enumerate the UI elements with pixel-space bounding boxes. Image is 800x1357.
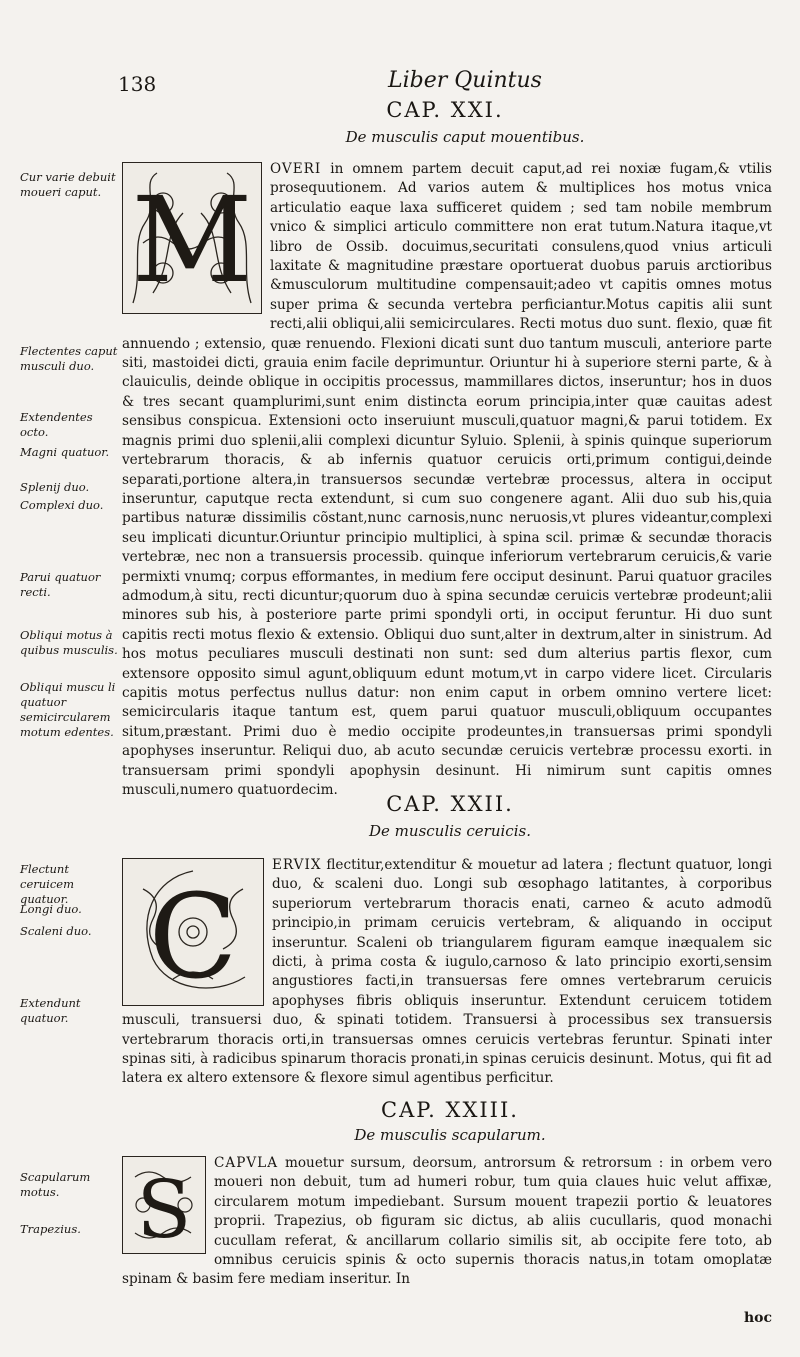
side-note: Splenij duo. <box>20 480 90 494</box>
side-note: Trapezius. <box>20 1222 81 1236</box>
svg-text:M: M <box>131 171 253 309</box>
chapter-23-body: mouetur sursum, deorsum, antrorsum & retrorsum : in orbem vero moueri non debuit, tum ad humeri robur, tum quia claues huic velut affixæ, circularem motum impediebant. Sursum mouent trapezii portio & leuatores proprii. Trapezius, ob figuram sic dictus, ab aliis cucullaris, quod monachi cucullam referat, & ancillarum collario similis sit, ab occipite fere toto, ab omnibus ceruicis spinis & octo supernis thoracis natus,in totam omoplatæ spinam & basim fere mediam inseritur. In <box>122 1155 773 1288</box>
chapter-23-lead: CAPVLA <box>214 1155 279 1171</box>
chapter-21-subtitle: De musculis caput mouentibus. <box>345 128 585 146</box>
decorated-initial-c <box>122 858 264 1006</box>
chapter-21-lead: OVERI <box>270 161 322 177</box>
catchword: hoc <box>743 1310 772 1326</box>
chapter-21-title: CAP. XXI. <box>386 98 504 122</box>
side-note: Magni quatuor. <box>20 445 110 459</box>
side-note: Extendunt quatuor. <box>20 996 81 1025</box>
decorated-initial-s <box>122 1156 206 1254</box>
side-note: Longi duo. <box>20 902 82 916</box>
side-note: Obliqui muscu li quatuor semicircularem motum edentes. <box>20 680 116 739</box>
side-note: Complexi duo. <box>20 498 104 512</box>
page-number: 138 <box>118 72 157 96</box>
svg-text:S: S <box>136 1163 192 1256</box>
side-note: Flectentes caput musculi duo. <box>20 344 118 373</box>
side-note: Parui quatuor recti. <box>20 570 101 599</box>
chapter-22-body: flectitur,extenditur & mouetur ad latera ; flectunt quatuor, longi duo, & scaleni duo. Longi sub œsophago latitantes, à corporibus superiorum vertebrarum thoracis enati, carneo & acuto admodũ principio,in primam ceruicis vertebram, & aliquando in occiput inseruntur. Scaleni ob triangularem figuram eamque inæqualem sic dicti, à prima costa & iugulo,carnoso & lato principio exorti,sensim angustiores facti,in transuersas fere omnes vertebrarum ceruicis apophyses fibris obliquis inseruntur. Extendunt ceruicem totidem musculi, transuersi duo, & spinati totidem. Transuersi à processibus sex transuersis vertebrarum thoracis orti,in transuersas omnes ceruicis vertebras feruntur. Spinati inter spinas siti, à radicibus spinarum thoracis pronati,in spinas ceruicis desinunt. Motus, qui fit ad latera ex altero extensore & flexore simul agentibus perficitur. <box>122 857 773 1087</box>
chapter-21-text <box>122 160 772 798</box>
side-note: Cur varie debuit moueri caput. <box>20 170 116 199</box>
chapter-23-text <box>122 1154 772 1304</box>
side-note: Scapularum motus. <box>20 1170 91 1199</box>
decorated-initial-m <box>122 162 262 314</box>
running-head: Liber Quintus <box>388 68 542 93</box>
chapter-23-title: CAP. XXIII. <box>381 1098 519 1122</box>
chapter-22-lead: ERVIX <box>272 857 322 873</box>
svg-text:C: C <box>148 870 238 1005</box>
chapter-23-subtitle: De musculis scapularum. <box>354 1126 546 1144</box>
side-note: Scaleni duo. <box>20 924 92 938</box>
chapter-22-subtitle: De musculis ceruicis. <box>369 822 531 840</box>
chapter-22-text <box>122 856 772 1096</box>
chapter-22-title: CAP. XXII. <box>386 792 514 816</box>
side-note: Flectunt ceruicem quatuor. <box>20 862 74 906</box>
chapter-21-body: in omnem partem decuit caput,ad rei noxiæ fugam,& vtilis prosequutionem. Ad varios autem & multiplices hos motus vnica articulatio eaque laxa sufficeret quidem ; sed tam nobile membrum vnico & simplici articulo committere non erat tutum.Natura itaque,vt libro de Ossib. docuimus,securitati consulens,quod vnius articuli laxitate & magnitudine præstare oportuerat duobus paruis arctioribus &musculorum multitudine compensauit;adeo vt capitis omnes motus super prima & secunda vertebra perficiantur.Motus capitis alii sunt recti,alii obliqui,alii semicirculares. Recti motus duo sunt. flexio, quæ fit annuendo ; extensio, quæ renuendo. Flexioni dicati sunt duo tantum musculi, anteriore parte siti, mastoidei dicti, grauia enim facile deprimuntur. Oriuntur hi à superiore sterni parte, & à clauiculis, deinde oblique in occipitis processus, mammillares dictos, inseruntur; hos in duos & tres secant quamplurimi,sunt enim distincta eorum principia,inter quæ cauitas adest sensibus conspicua. Extensioni octo inseruiunt musculi,quatuor magni,& parui totidem. Ex magnis primi duo splenii,alii complexi dicuntur Syluio. Splenii, à spinis quinque superiorum vertebrarum thoracis, & ab infernis quatuor ceruicis orti,primum contigui,deinde separati,portione altera,in transuersos secundæ vertebræ processus, altera in occiput inseruntur, caputque recta extendunt, si cum suo congenere agant. Alii duo sub his,quia partibus naturæ dissimilis cõstant,nunc carnosis,nunc neruosis,vt plures videantur,complexi seu implicati dicuntur.Oriuntur principio multiplici, à spina scil. primæ & secundæ thoracis vertebræ, nec non a transuersis processib. quinque inferiorum vertebrarum ceruicis,& varie permixti vnumq; corpus efformantes, in medium fere occiput desinunt. Parui quatuor graciles admodum,à situ, recti dicuntur;quorum duo à spina secundæ ceruicis vertebræ prodeunt;alii minores sub his, à posteriore parte primi spondyli orti, in occiput feruntur. Hi duo sunt capitis recti motus flexio & extensio. Obliqui duo sunt,alter in dextrum,alter in sinistrum. Ad hos motus peculiares musculi destinati non sunt: sed dum alterius partis flexor, cum extensore opposito simul agunt,obliquum edunt motum,vt in carpo videre licet. Circularis capitis motus perfectus nullus datur: non enim caput in orbem omnino vertere licet: semicircularis itaque tantum est, quem parui quatuor musculi,obliquum occupantes situm,præstant. Primi duo è medio occipite prodeuntes,in transuersas primi spondyli apophyses inseruntur. Reliqui duo, ab acuto secundæ ceruicis vertebræ processu exorti. in transuersam primi spondyli apophysin desinunt. Hi nimirum sunt capitis omnes musculi,numero quatuordecim. <box>122 161 772 798</box>
page-header <box>0 68 800 98</box>
side-note: Obliqui motus à quibus musculis. <box>20 628 118 657</box>
side-note: Extendentes octo. <box>20 410 93 439</box>
